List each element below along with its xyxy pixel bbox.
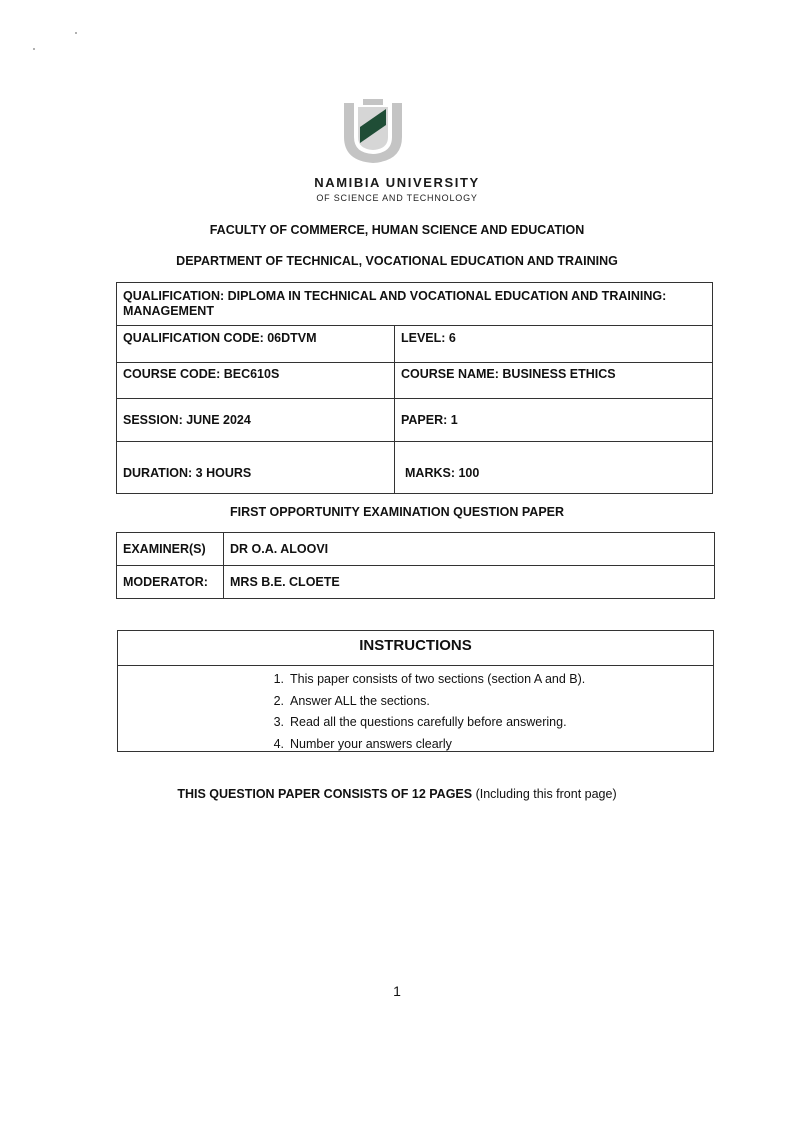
faculty-heading: FACULTY OF COMMERCE, HUMAN SCIENCE AND EDUCATION (209, 223, 585, 237)
university-name: NAMIBIA UNIVERSITY (314, 175, 480, 190)
page-number: 1 (393, 983, 401, 999)
moderator-label: MODERATOR: (117, 566, 224, 599)
level-cell: LEVEL: 6 (395, 326, 713, 363)
paper-title: FIRST OPPORTUNITY EXAMINATION QUESTION PAPER (229, 505, 565, 519)
moderator-value: MRS B.E. CLOETE (224, 566, 715, 599)
examiner-label: EXAMINER(S) (117, 533, 224, 566)
department-heading: DEPARTMENT OF TECHNICAL, VOCATIONAL EDUCATION AND TRAINING (176, 254, 618, 268)
university-shield-icon (340, 97, 406, 165)
university-subtitle: OF SCIENCE AND TECHNOLOGY (316, 193, 478, 203)
instruction-item: 2. Answer ALL the sections. (273, 693, 430, 708)
session-cell: SESSION: JUNE 2024 (117, 399, 395, 442)
paper-cell: PAPER: 1 (395, 399, 713, 442)
marks-cell: MARKS: 100 (395, 442, 713, 494)
page-count-note: THIS QUESTION PAPER CONSISTS OF 12 PAGES (Including this front page) (177, 787, 617, 801)
instructions-list (260, 671, 585, 757)
scan-speck (33, 48, 35, 50)
scan-speck (75, 32, 77, 34)
qualification-code-cell: QUALIFICATION CODE: 06DTVM (117, 326, 395, 363)
instruction-item: 3. Read all the questions carefully before answering. (273, 715, 567, 729)
instructions-title: INSTRUCTIONS (118, 631, 713, 666)
instructions-box (117, 630, 714, 752)
course-code-cell: COURSE CODE: BEC610S (117, 363, 395, 399)
instruction-item: 1. This paper consists of two sections (section A and B). (273, 672, 586, 686)
examiners-table (116, 532, 715, 599)
course-details-table (116, 282, 713, 494)
qualification-cell: QUALIFICATION: DIPLOMA IN TECHNICAL AND VOCATIONAL EDUCATION AND TRAINING: MANAGEMENT (117, 283, 713, 326)
course-name-cell: COURSE NAME: BUSINESS ETHICS (395, 363, 713, 399)
duration-cell: DURATION: 3 HOURS (117, 442, 395, 494)
examiner-value: DR O.A. ALOOVI (224, 533, 715, 566)
instruction-item: 4. Number your answers clearly (273, 736, 452, 751)
